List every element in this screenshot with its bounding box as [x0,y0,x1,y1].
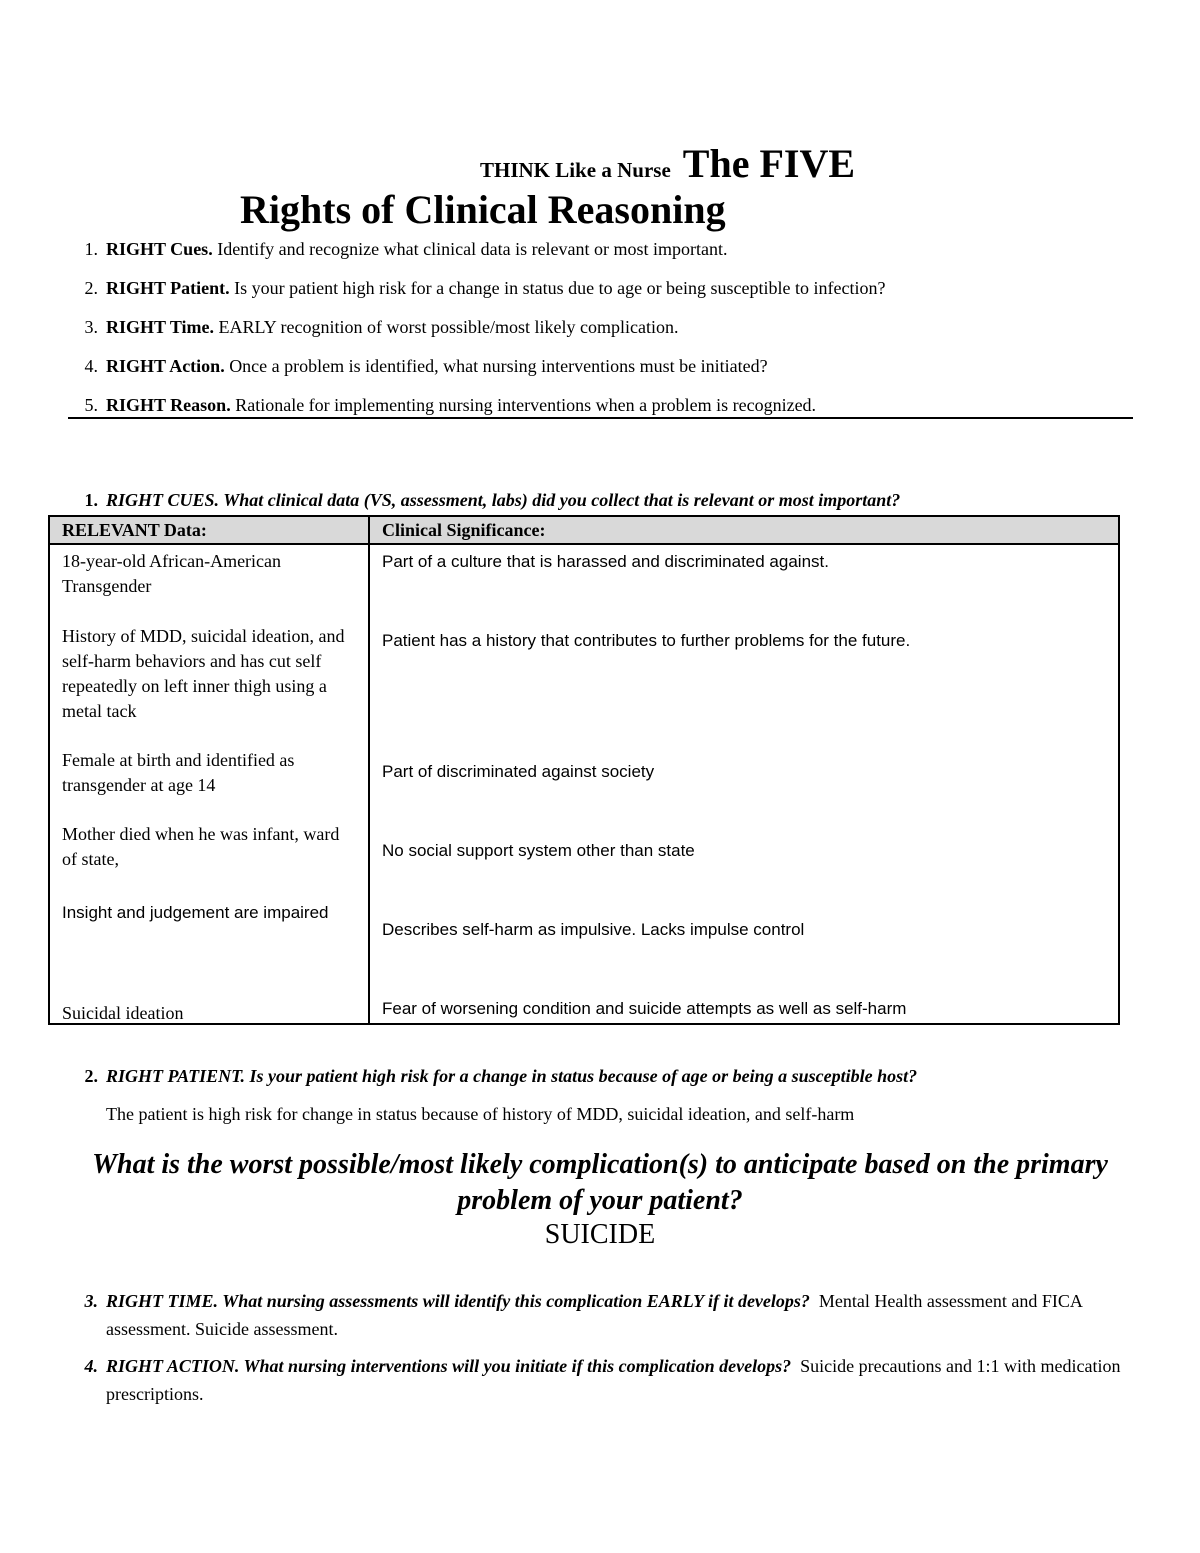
column-header-clinical-significance: Clinical Significance: [382,520,546,540]
rights-item [68,236,1132,275]
time-question: RIGHT TIME. What nursing assessments will identify this complication EARLY if it develops? [106,1291,810,1311]
relevant-data-cell: Insight and judgement are impaired [62,903,329,922]
action-section [68,1352,1132,1408]
time-body [106,1287,1132,1343]
rights-item-text: Once a problem is identified, what nursing interventions must be initiated? [224,356,768,376]
action-body [106,1352,1132,1408]
rights-item [68,314,1132,353]
clinical-significance-cell: Describes self-harm as impulsive. Lacks impulse control [382,920,805,939]
rights-item-number: 2. [84,278,98,298]
time-answer: Mental Health assessment and FICA assessment. Suicide assessment. [106,1291,1082,1339]
rights-item-number: 3. [84,317,98,337]
table-body [50,545,1118,1023]
cues-heading [68,490,900,511]
rights-item-text: Is your patient high risk for a change in status due to age or being susceptible to infection? [229,278,886,298]
rights-item-label: RIGHT Reason. [106,395,231,415]
cues-table [48,515,1120,1025]
clinical-significance-cell: No social support system other than state [382,841,695,860]
patient-question: RIGHT PATIENT. Is your patient high risk for a change in status because of age or being a susceptible host? [106,1066,918,1086]
table-header [50,517,1118,545]
rights-item-label: RIGHT Time. [106,317,215,337]
rights-item-number: 4. [84,356,98,376]
page-title [480,140,855,187]
action-answer: Suicide precautions and 1:1 with medication prescriptions. [106,1356,1121,1404]
time-number: 3. [84,1291,98,1311]
time-section [68,1287,1132,1343]
complication-answer: SUICIDE [544,1219,656,1250]
column-header-relevant-data: RELEVANT Data: [50,517,370,543]
cues-question: RIGHT CUES. What clinical data (VS, assessment, labs) did you collect that is relevant or most important? [106,490,901,510]
rights-item [68,275,1132,314]
clinical-significance-cell: Fear of worsening condition and suicide attempts as well as self-harm [382,999,907,1018]
patient-answer: The patient is high risk for change in status because of history of MDD, suicidal ideation, and self-harm [106,1104,855,1124]
title-small: THINK Like a Nurse [480,158,671,182]
rights-item-text: EARLY recognition of worst possible/most likely complication. [214,317,679,337]
complication-question: What is the worst possible/most likely complication(s) to anticipate based on the primary problem of your patient? [92,1149,1108,1216]
rights-item-text: Identify and recognize what clinical data is relevant or most important. [212,239,728,259]
relevant-data-cell: History of MDD, suicidal ideation, and self-harm behaviors and has cut self repeatedly on left inner thigh using a metal tack [62,626,345,721]
rights-item-label: RIGHT Action. [106,356,225,376]
page-subtitle: Rights of Clinical Reasoning [240,187,726,232]
clinical-significance-cell: Patient has a history that contributes to further problems for the future. [382,631,911,650]
rights-list [68,236,1132,431]
rights-item-text: Rationale for implementing nursing interventions when a problem is recognized. [230,395,817,415]
relevant-data-cell: 18-year-old African-American Transgender [62,551,282,596]
patient-number: 2. [84,1066,98,1086]
rights-item-number: 1. [84,239,98,259]
relevant-data-cell: Mother died when he was infant, ward of state, [62,824,340,869]
clinical-significance-cell: Part of a culture that is harassed and discriminated against. [382,552,829,571]
cues-number: 1. [84,490,98,510]
rights-item-label: RIGHT Cues. [106,239,213,259]
relevant-data-cell: Suicidal ideation [62,1003,184,1023]
title-big: The FIVE [682,141,856,186]
divider [68,417,1133,419]
action-question: RIGHT ACTION. What nursing interventions will you initiate if this complication develops? [106,1356,792,1376]
clinical-significance-cell: Part of discriminated against society [382,762,655,781]
rights-item [68,353,1132,392]
rights-item-number: 5. [84,395,98,415]
relevant-data-column [50,545,370,1023]
action-number: 4. [84,1356,98,1376]
clinical-significance-column [370,545,1118,1023]
rights-item-label: RIGHT Patient. [106,278,230,298]
relevant-data-cell: Female at birth and identified as transgender at age 14 [62,750,295,795]
rights-item [68,392,1132,431]
patient-heading [68,1066,917,1087]
